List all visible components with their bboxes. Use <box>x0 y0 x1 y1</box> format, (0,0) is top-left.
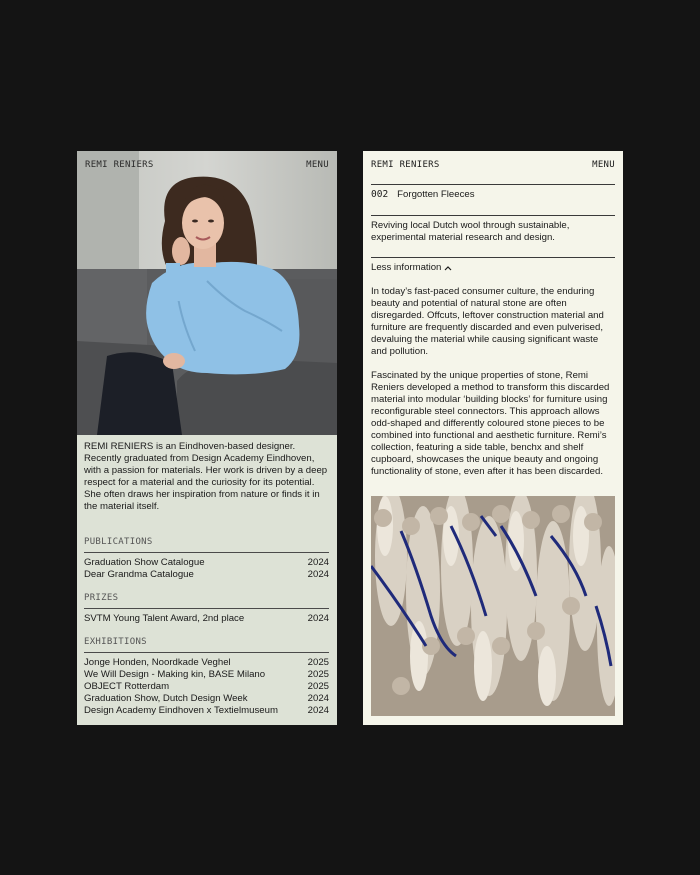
project-title-row <box>371 189 615 201</box>
publications-heading: PUBLICATIONS <box>84 537 329 553</box>
list-item: OBJECT Rotterdam 2025 <box>84 681 329 692</box>
toggle-label: Less information <box>371 262 442 273</box>
project-number: 002 <box>371 189 389 200</box>
header-bar <box>371 160 615 170</box>
exhibitions-section <box>84 637 329 717</box>
project-card <box>363 151 623 725</box>
divider <box>371 257 615 258</box>
list-item: Graduation Show Catalogue 2024 <box>84 557 329 568</box>
list-item: Graduation Show, Dutch Design Week 2024 <box>84 693 329 704</box>
description-paragraph-1: In today’s fast-paced consumer culture, the enduring beauty and potential of natural stone are often disregarded. Offcuts, leftover construction material and furniture are frequently discarded and even pulverised, devaluing the material while causing significant waste and pollution. <box>371 286 604 357</box>
prizes-heading: PRIZES <box>84 593 329 609</box>
exhibitions-heading: EXHIBITIONS <box>84 637 329 653</box>
wool-photo <box>371 496 615 716</box>
bio-text: REMI RENIERS is an Eindhoven-based designer. Recently graduated from Design Academy Eindhoven, with a passion for materials. Her work is driven by a deep respect for a material and the curiosity for its potential. She often draws her inspiration from nature or finds it in the material itself. <box>84 441 328 512</box>
header-bar <box>85 160 329 170</box>
menu-button[interactable]: MENU <box>306 160 329 170</box>
divider <box>371 184 615 185</box>
site-name[interactable]: REMI RENIERS <box>371 160 440 170</box>
list-item: We Will Design - Making kin, BASE Milano 2025 <box>84 669 329 680</box>
site-name[interactable]: REMI RENIERS <box>85 160 154 170</box>
publications-section <box>84 537 329 581</box>
description-paragraph-2: Fascinated by the unique properties of stone, Remi Reniers developed a method to transform this discarded material into modular ‘building blocks’ for furniture using reconfigurable steel connectors. This approach allows odd-shaped and differently coloured stone pieces to be combined into functional and aesthetic furniture. Remi’s collection, featuring a side table, benchx and shelf cupboard, showcases the unique beauty and ongoing functionality of stone, even after it has been discarded. <box>371 370 610 477</box>
portrait-photo <box>77 151 337 435</box>
profile-card <box>77 151 337 725</box>
less-information-toggle[interactable] <box>371 262 615 274</box>
list-item: SVTM Young Talent Award, 2nd place 2024 <box>84 613 329 624</box>
divider <box>371 215 615 216</box>
project-summary: Reviving local Dutch wool through sustainable, experimental material research and design. <box>371 220 570 243</box>
list-item: Dear Grandma Catalogue 2024 <box>84 569 329 580</box>
list-item: Jonge Honden, Noordkade Veghel 2025 <box>84 657 329 668</box>
project-title: Forgotten Fleeces <box>397 189 475 200</box>
prizes-section <box>84 593 329 625</box>
chevron-up-icon <box>444 265 452 271</box>
list-item: Design Academy Eindhoven x Textielmuseum 2024 <box>84 705 329 716</box>
menu-button[interactable]: MENU <box>592 160 615 170</box>
